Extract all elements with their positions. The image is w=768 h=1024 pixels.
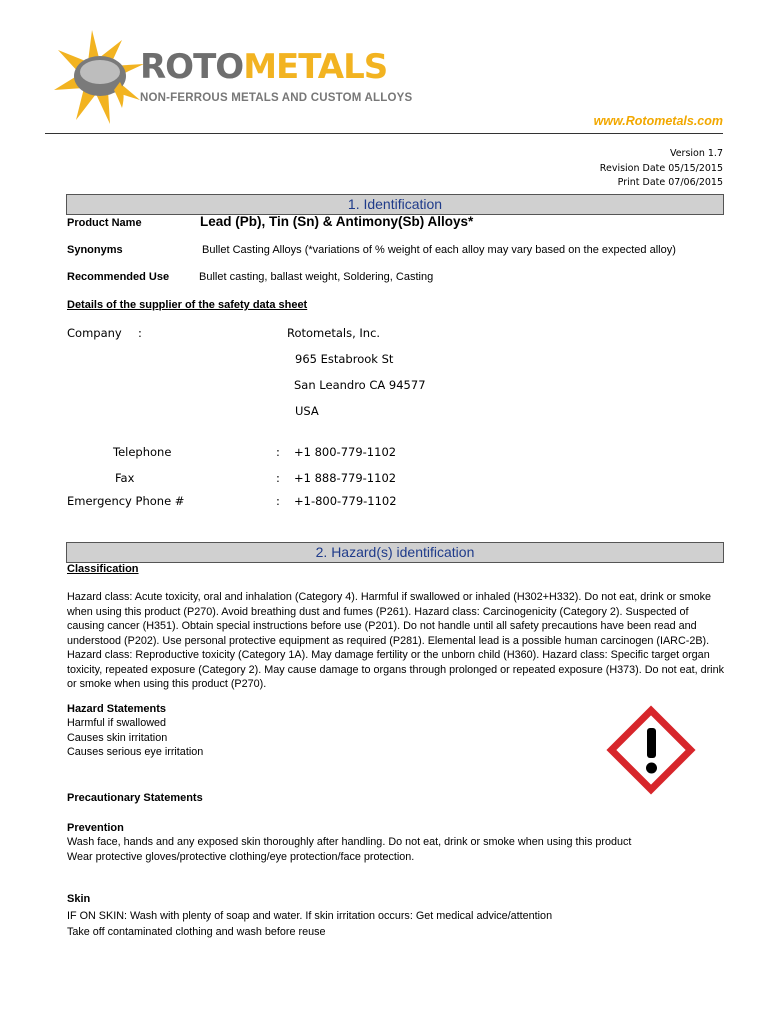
company-label: Company [67, 326, 122, 340]
classification-heading: Classification [67, 563, 139, 575]
hazard-statement-item: Causes serious eye irritation [67, 746, 204, 758]
product-name-label: Product Name [67, 217, 142, 229]
section-2-heading: 2. Hazard(s) identification [66, 542, 724, 563]
section-1-heading: 1. Identification [66, 194, 724, 215]
skin-line: IF ON SKIN: Wash with plenty of soap and water. If skin irritation occurs: Get medical advice/attention [67, 910, 553, 922]
logo-tagline: NON-FERROUS METALS AND CUSTOM ALLOYS [140, 92, 413, 104]
telephone-label: Telephone [113, 445, 172, 459]
skin-line: Take off contaminated clothing and wash before reuse [67, 926, 326, 938]
emergency-phone-value: +1-800-779-1102 [294, 494, 397, 508]
logo-starburst-icon [52, 28, 152, 128]
precautionary-statements-heading: Precautionary Statements [67, 792, 203, 804]
fax-label: Fax [115, 471, 135, 485]
website-link[interactable]: www.Rotometals.com [593, 114, 723, 128]
classification-paragraph: Hazard class: Acute toxicity, oral and inhalation (Category 4). Harmful if swallowed or inhaled (H302+H332). Do not eat, drink or smoke when using this product (P270). Avoid breathing dust and fumes (P261). Hazard class: Carcinogenicity (Category 2). Suspected of causing cancer (H351). Obtain special instructions before use (P201). Do not handle until all safety precautions have been read and understood (P202). Use personal protective equipment as required (P281). Elemental lead is a possible human carcinogen (IARC-2B). Hazard class: Reproductive toxicity (Category 1A). May damage fertility or the unborn child (H360). Hazard class: Specific target organ toxicity, repeated exposure (Category 2). May cause damage to organs through prolonged or repeated exposure (H373). Do not eat, drink or smoke when using this product (P270). [67, 591, 724, 690]
emergency-phone-colon: : [276, 494, 280, 508]
prevention-line: Wash face, hands and any exposed skin thoroughly after handling. Do not eat, drink or smoke when using this product [67, 836, 632, 848]
skin-heading: Skin [67, 893, 91, 905]
recommended-use-value: Bullet casting, ballast weight, Soldering, Casting [199, 271, 434, 283]
address-line-1: 965 Estabrook St [295, 352, 394, 366]
logo-wordmark [140, 47, 388, 87]
logo-roto-text: ROTO [140, 47, 244, 87]
prevention-line: Wear protective gloves/protective clothing/eye protection/face protection. [67, 851, 415, 863]
hazard-statement-item: Causes skin irritation [67, 732, 168, 744]
print-date-text: Print Date 07/06/2015 [617, 177, 723, 188]
company-value: Rotometals, Inc. [287, 326, 381, 340]
product-name-value: Lead (Pb), Tin (Sn) & Antimony(Sb) Alloys* [200, 214, 474, 229]
hazard-statements-heading: Hazard Statements [67, 703, 167, 715]
address-line-2: San Leandro CA 94577 [294, 378, 426, 392]
fax-colon: : [276, 471, 280, 485]
emergency-phone-label: Emergency Phone # [67, 494, 185, 508]
hazard-statement-item: Harmful if swallowed [67, 717, 167, 729]
synonyms-value: Bullet Casting Alloys (*variations of % weight of each alloy may vary based on the expected alloy) [202, 244, 676, 256]
synonyms-label: Synonyms [67, 244, 123, 256]
telephone-colon: : [276, 445, 280, 459]
logo-metals-text: METALS [243, 47, 388, 87]
telephone-value: +1 800-779-1102 [294, 445, 397, 459]
ghs-exclamation-mark-icon [603, 702, 699, 798]
address-line-3: USA [295, 404, 319, 418]
prevention-heading: Prevention [67, 822, 124, 834]
supplier-details-heading: Details of the supplier of the safety data sheet [67, 299, 308, 311]
header-divider [45, 133, 723, 134]
revision-date-text: Revision Date 05/15/2015 [599, 163, 723, 174]
version-text: Version 1.7 [669, 148, 723, 159]
recommended-use-label: Recommended Use [67, 271, 170, 283]
fax-value: +1 888-779-1102 [294, 471, 397, 485]
company-colon: : [138, 326, 142, 340]
